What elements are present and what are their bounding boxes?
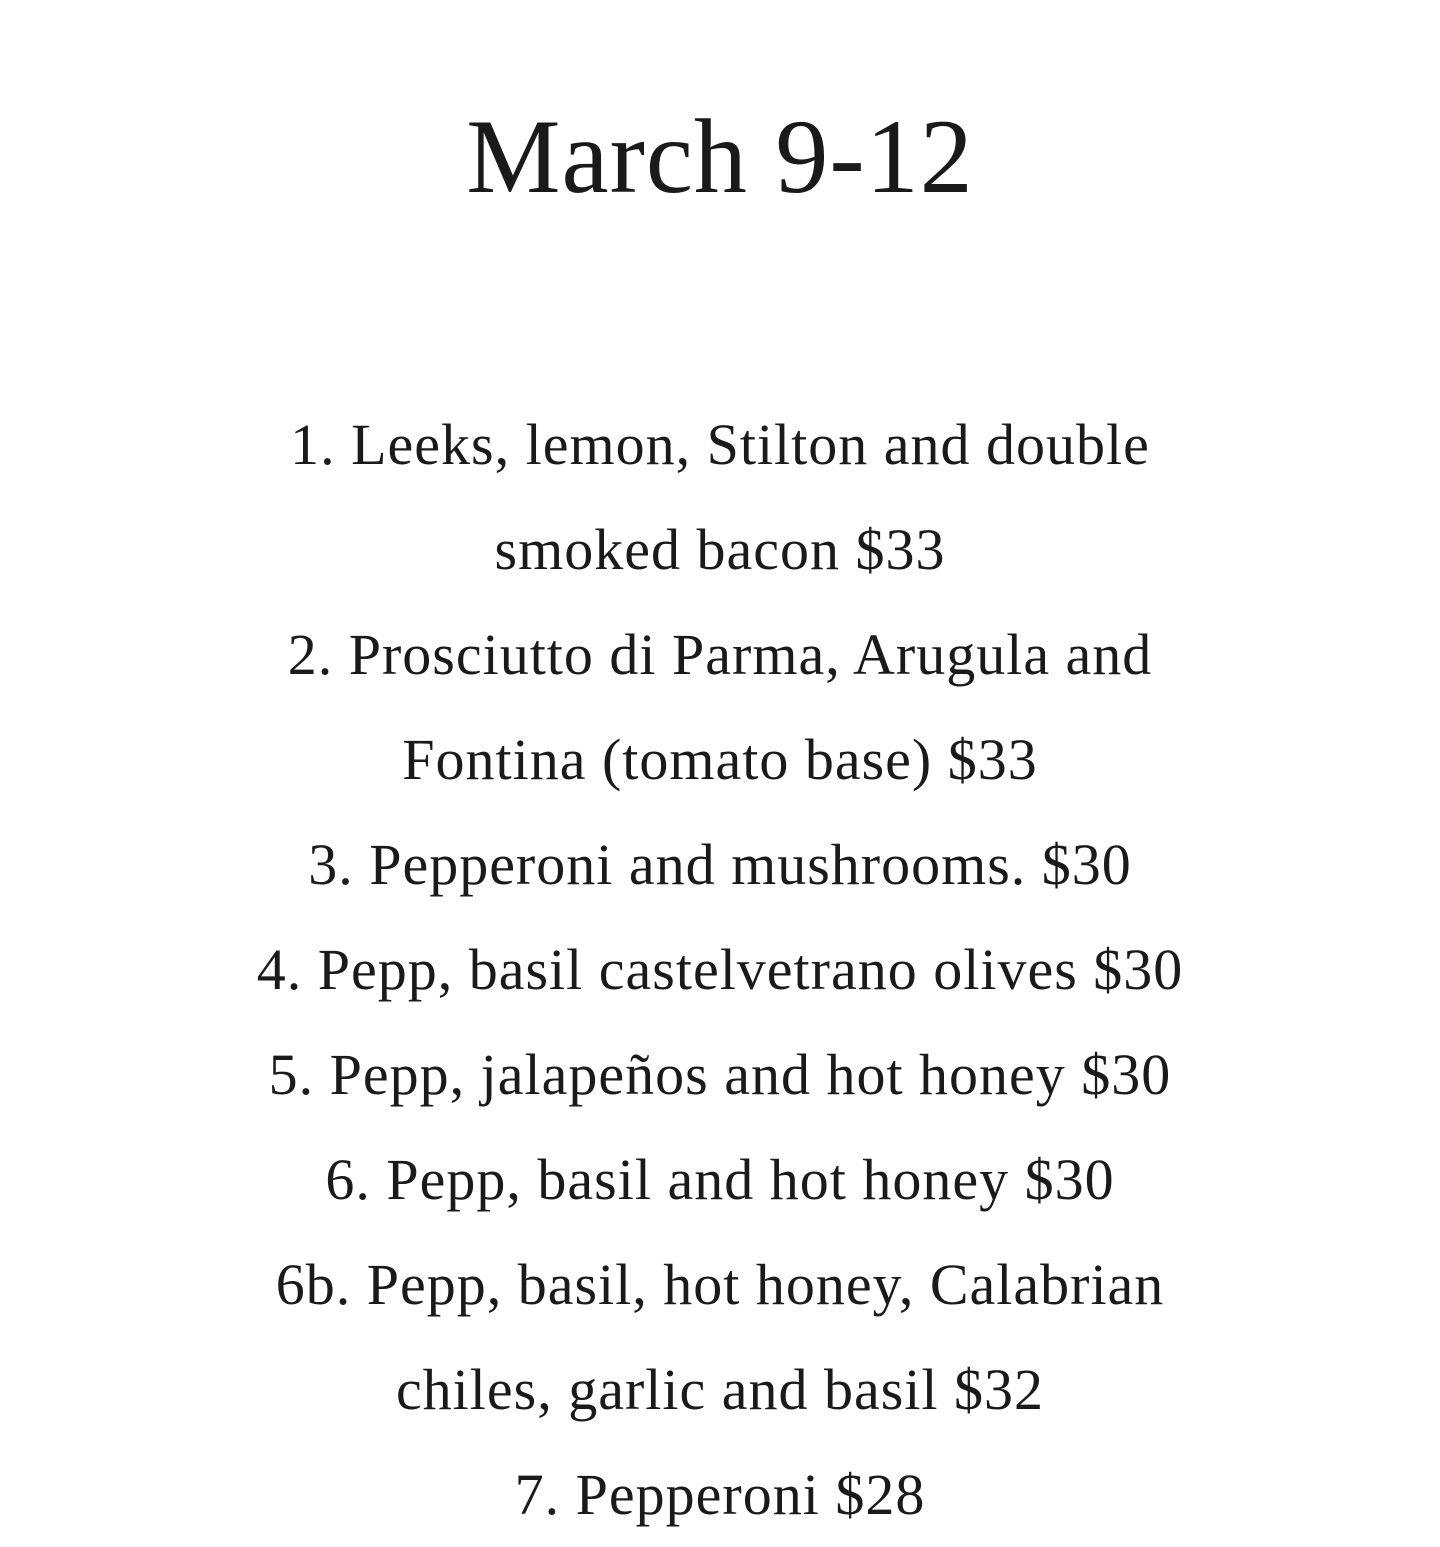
menu-item: 4. Pepp, basil castelvetrano olives $30 — [256, 937, 1184, 1002]
menu-item: 7. Pepperoni $28 — [514, 1462, 926, 1527]
menu-item: 5. Pepp, jalapeños and hot honey $30 — [268, 1042, 1172, 1107]
page-title: March 9-12 — [466, 98, 974, 215]
menu-item: 1. Leeks, lemon, Stilton and double smoked bacon $33 — [290, 412, 1150, 582]
menu-item: 2. Prosciutto di Parma, Arugula and Fontina (tomato base) $33 — [287, 622, 1153, 792]
menu-item: 3. Pepperoni and mushrooms. $30 — [308, 832, 1132, 897]
menu-item: 6. Pepp, basil and hot honey $30 — [325, 1147, 1115, 1212]
menu-item: 6b. Pepp, basil, hot honey, Calabrian chiles, garlic and basil $32 — [275, 1252, 1165, 1422]
menu-list — [200, 392, 1240, 1547]
